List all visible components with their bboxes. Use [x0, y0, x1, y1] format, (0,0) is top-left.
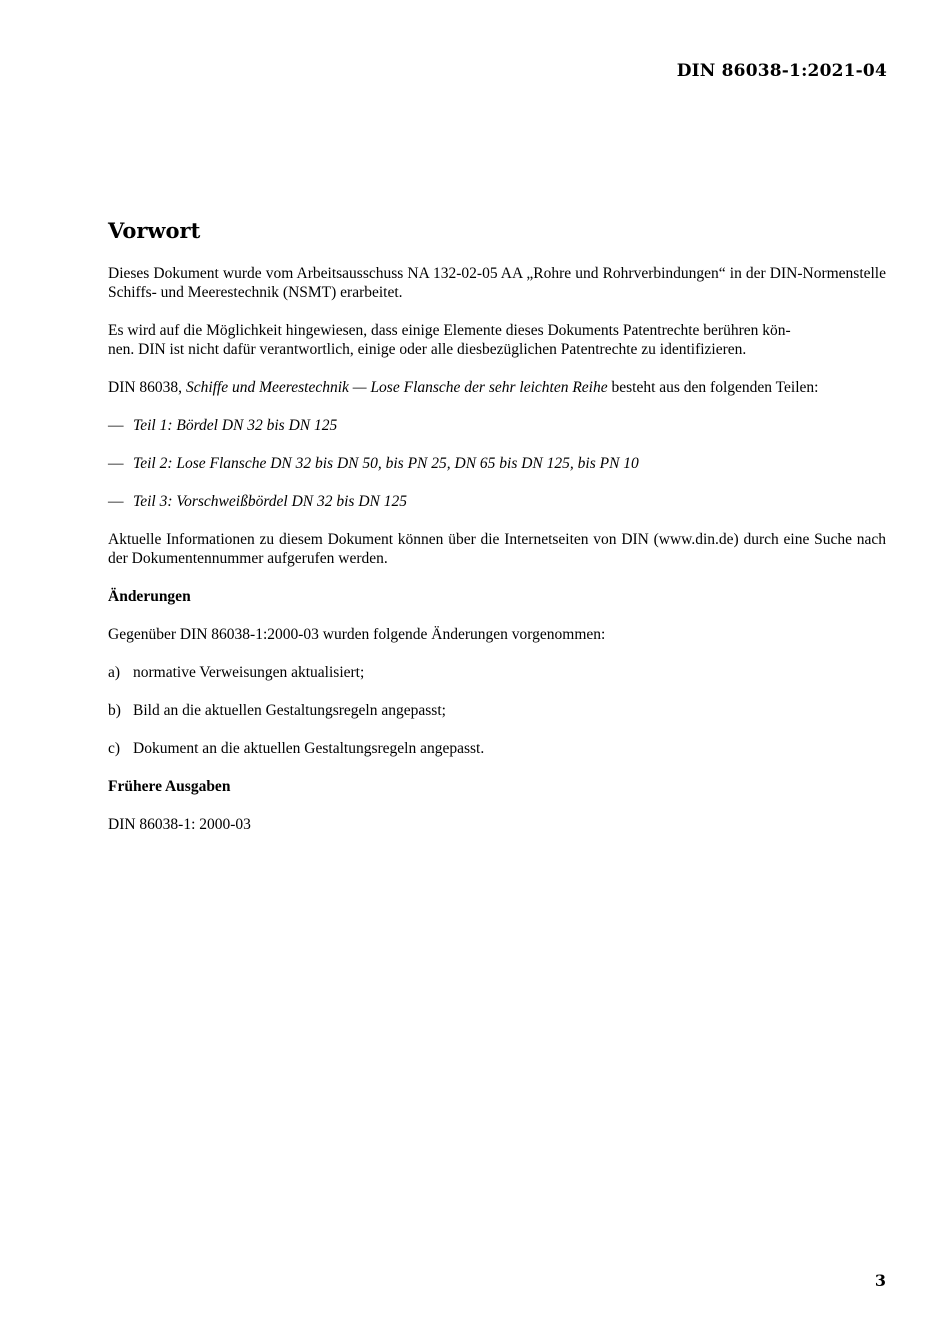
dash-marker: — [108, 417, 124, 434]
page-number: 3 [874, 1271, 886, 1290]
changes-intro: Gegenüber DIN 86038-1:2000-03 wurden folgende Änderungen vorgenommen: [108, 626, 606, 643]
list-item [108, 663, 886, 682]
page-title: Vorwort [108, 218, 201, 243]
list-item [108, 416, 886, 435]
list-marker: a) [108, 664, 121, 681]
previous-editions-text: DIN 86038-1: 2000-03 [108, 816, 251, 833]
foreword-paragraph-2: Es wird auf die Möglichkeit hingewiesen, dass einige Elemente dieses Dokuments Patentrechte berühren kön- nen. DIN ist nicht dafür verantwortlich, einige oder alle diesbezüglichen Patentrechte zu identifizieren. [108, 322, 791, 358]
list-item [108, 492, 886, 511]
series-intro-suffix: besteht aus den folgenden Teilen: [611, 379, 819, 396]
series-intro-prefix: DIN 86038, [108, 379, 183, 396]
part-3: Teil 3: Vorschweißbördel DN 32 bis DN 125 [133, 493, 407, 510]
list-marker: b) [108, 702, 121, 719]
part-1: Teil 1: Bördel DN 32 bis DN 125 [133, 417, 338, 434]
change-item-text: Dokument an die aktuellen Gestaltungsregeln angepasst. [133, 740, 485, 757]
foreword-paragraph-1: Dieses Dokument wurde vom Arbeitsausschuss NA 132-02-05 AA „Rohre und Rohrverbindungen“ in der DIN-Normenstelle Schiffs- und Meerestechnik (NSMT) erarbeitet. [108, 265, 886, 301]
dash-marker: — [108, 493, 124, 510]
part-2: Teil 2: Lose Flansche DN 32 bis DN 50, bis PN 25, DN 65 bis DN 125, bis PN 10 [133, 455, 639, 472]
document-id: DIN 86038-1:2021-04 [676, 61, 887, 81]
info-paragraph: Aktuelle Informationen zu diesem Dokument können über die Internetseiten von DIN (www.din.de) durch eine Suche nach der Dokumentennummer aufgerufen werden. [108, 531, 886, 567]
changes-heading: Änderungen [108, 588, 191, 605]
list-item [108, 701, 886, 720]
series-title: Schiffe und Meerestechnik — Lose Flansche der sehr leichten Reihe [185, 379, 608, 396]
series-intro [108, 378, 886, 397]
change-item-text: normative Verweisungen aktualisiert; [133, 664, 365, 681]
list-item [108, 739, 886, 758]
change-item-text: Bild an die aktuellen Gestaltungsregeln angepasst; [133, 702, 446, 719]
page-content [108, 217, 886, 853]
list-marker: c) [108, 740, 121, 757]
list-item [108, 454, 886, 473]
dash-marker: — [108, 455, 124, 472]
previous-editions-heading: Frühere Ausgaben [108, 778, 231, 795]
